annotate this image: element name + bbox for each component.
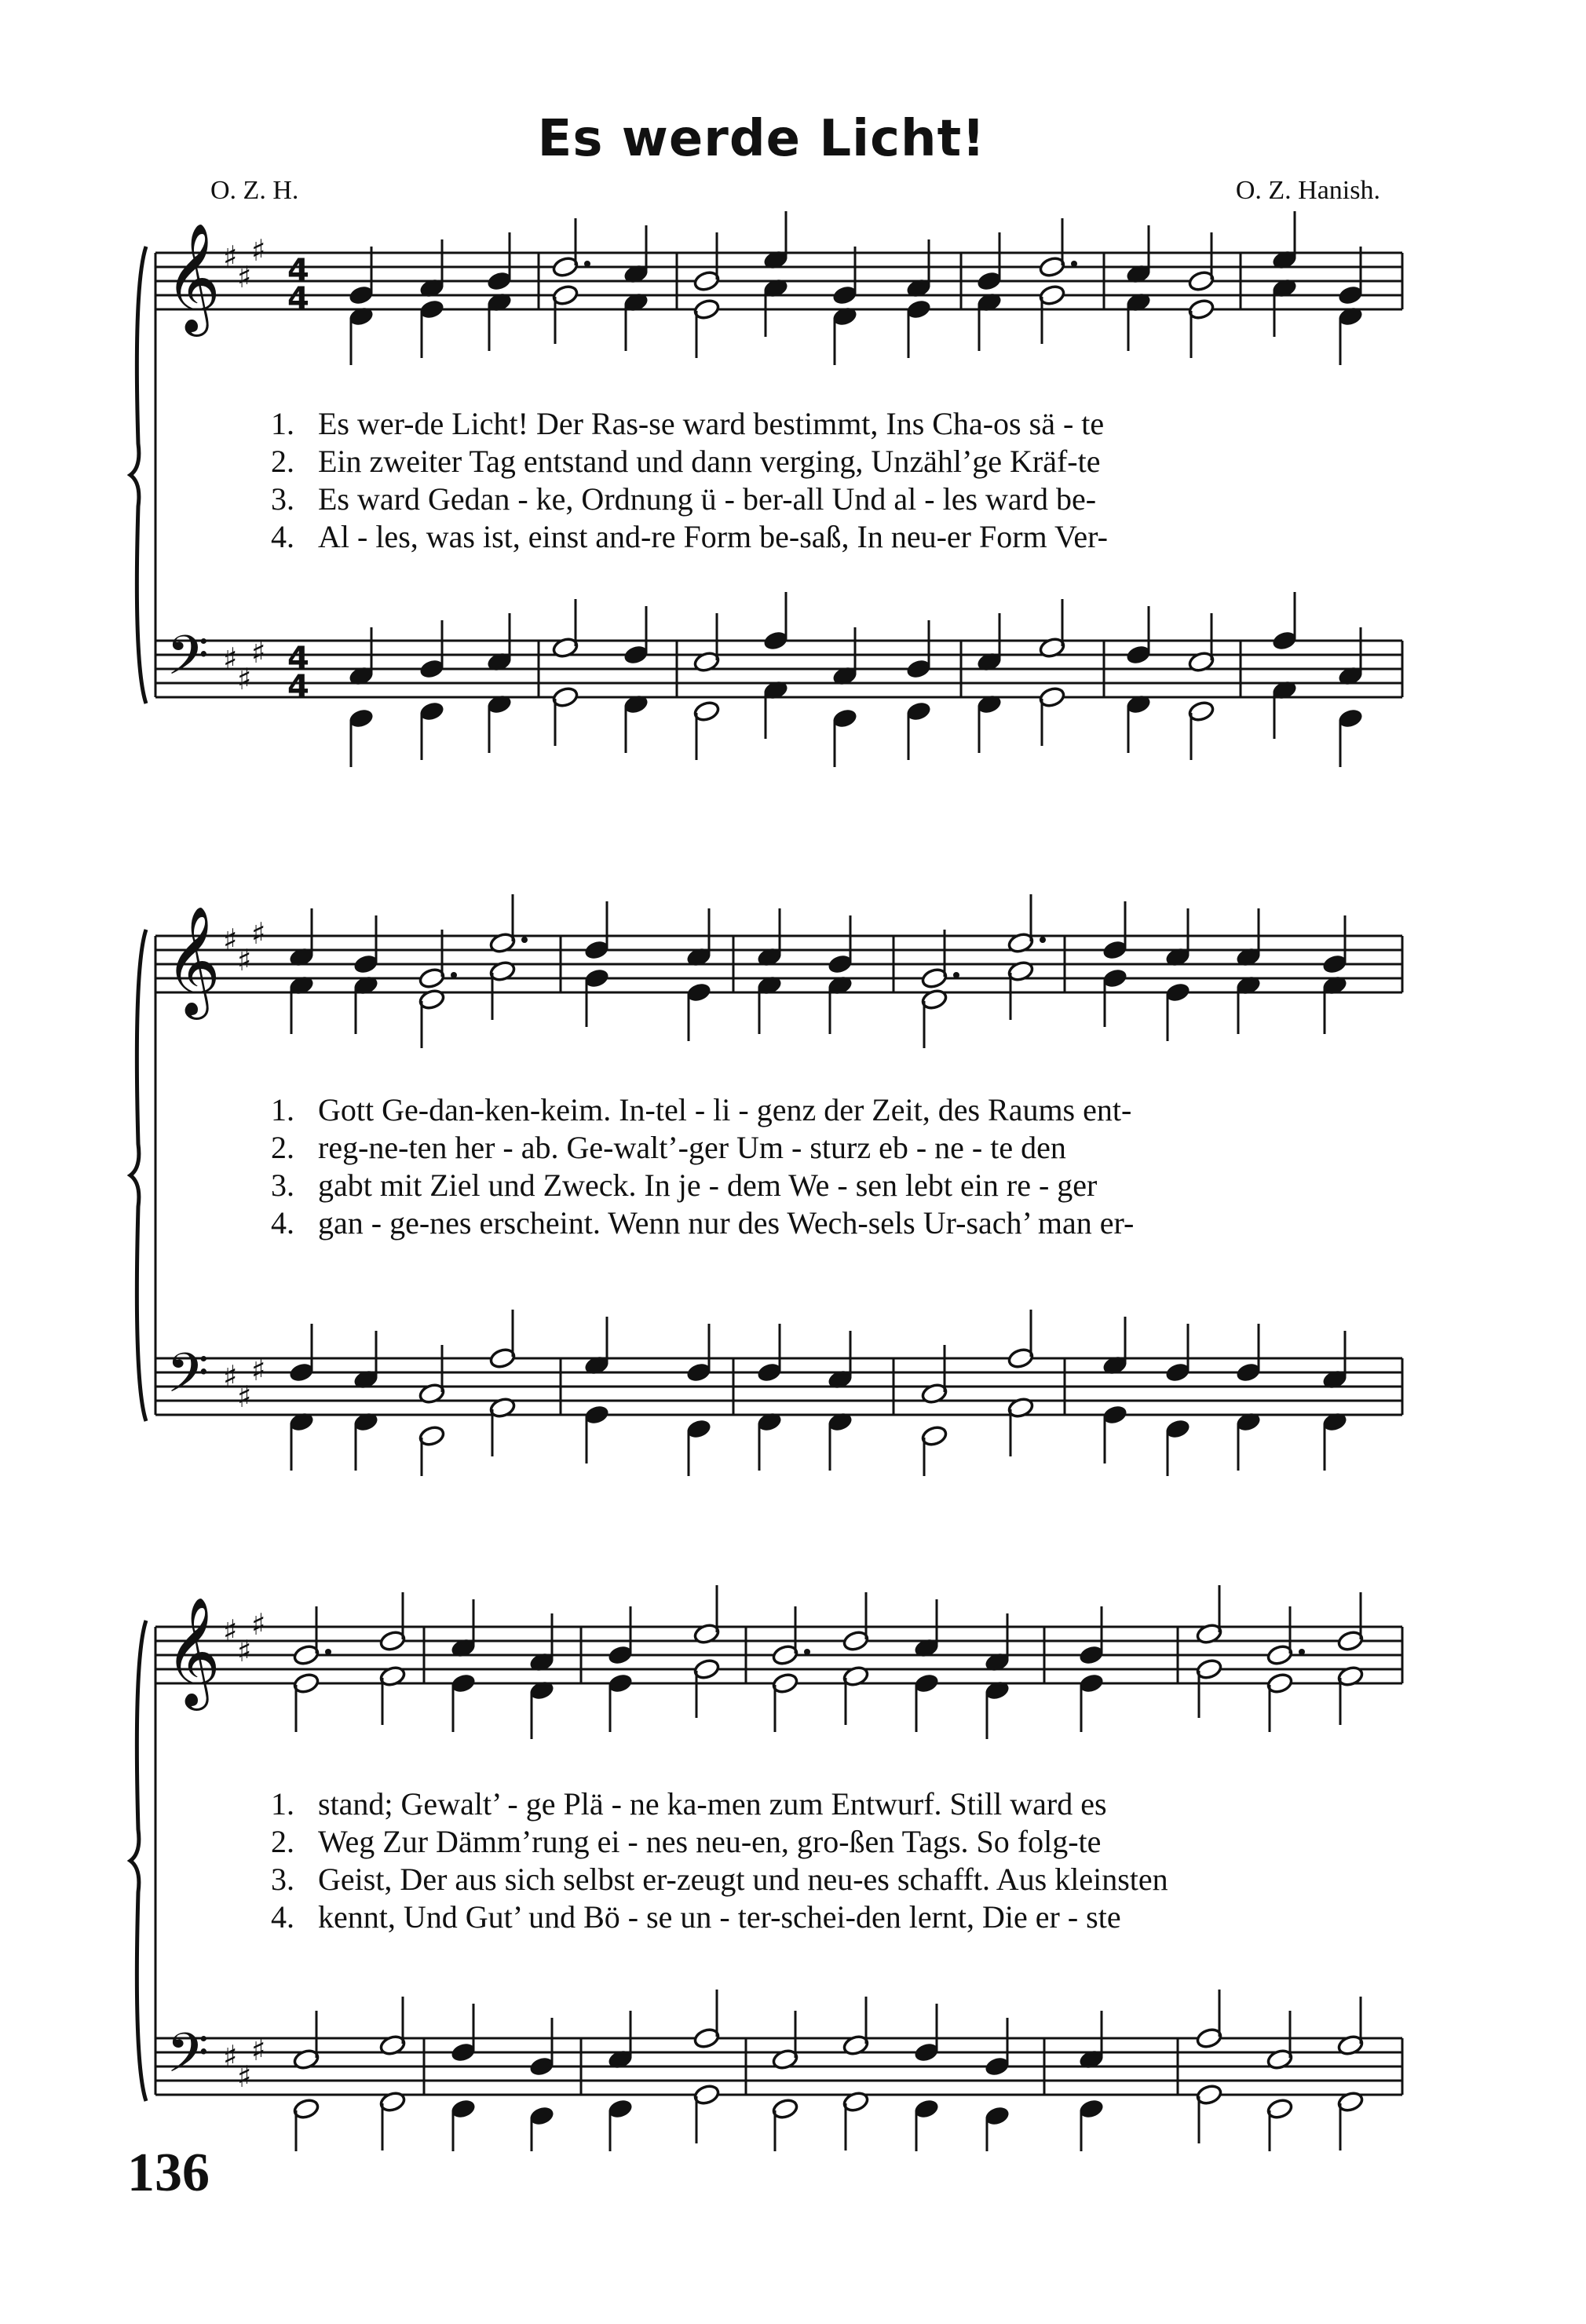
verse-text: stand; Gewalt’ - ge Plä - ne ka-men zum Entwurf. Still ward es: [318, 1786, 1107, 1822]
system-brace: [130, 1621, 146, 2101]
verse-number: 1.: [271, 406, 294, 441]
sharp-icon: ♯: [237, 1634, 252, 1668]
sharp-icon: ♯: [223, 1359, 238, 1394]
lyricist-credit: O. Z. H.: [210, 176, 299, 205]
sharp-icon: ♯: [251, 1353, 266, 1387]
time-signature-digit: 4: [287, 253, 309, 289]
lyric-line: [271, 1091, 1417, 1129]
sharp-icon: ♯: [251, 916, 266, 951]
sharp-icon: ♯: [237, 260, 252, 294]
lyric-line: [271, 1167, 1417, 1204]
sharp-icon: ♯: [223, 923, 238, 957]
verse-text: kennt, Und Gut’ und Bö - se un - ter-schei-den lernt, Die er - ste: [318, 1899, 1121, 1935]
sharp-icon: ♯: [223, 2039, 238, 2074]
verse-text: Geist, Der aus sich selbst er-zeugt und neu-es schafft. Aus kleinsten: [318, 1862, 1168, 1897]
treble-clef-icon: 𝄞: [165, 223, 221, 332]
augmentation-dot: [1040, 937, 1046, 943]
time-signature-digit: 4: [287, 281, 309, 317]
verse-number: 2.: [271, 1824, 294, 1859]
lyric-line: [271, 1898, 1417, 1936]
sharp-icon: ♯: [223, 641, 238, 676]
bass-clef-icon: 𝄢: [166, 1341, 210, 1418]
verse-number: 4.: [271, 1205, 294, 1241]
bass-clef-icon: 𝄢: [166, 2021, 210, 2098]
sharp-icon: ♯: [237, 2059, 252, 2094]
verse-text: Weg Zur Dämm’rung ei - nes neu-en, gro-ßen Tags. So folg-te: [318, 1824, 1102, 1859]
lyric-line: [271, 1204, 1417, 1242]
verse-number: 3.: [271, 481, 294, 517]
verse-number: 4.: [271, 1899, 294, 1935]
time-signature-digit: 4: [287, 641, 309, 677]
time-signature-digit: 4: [287, 669, 309, 705]
verse-number: 2.: [271, 1130, 294, 1165]
augmentation-dot: [953, 972, 959, 978]
sharp-icon: ♯: [237, 943, 252, 977]
lyric-line: [271, 1785, 1417, 1823]
augmentation-dot: [521, 937, 528, 943]
verse-text: Es wer-de Licht! Der Ras-se ward bestimmt, Ins Cha-os sä - te: [318, 406, 1105, 441]
verse-text: Ein zweiter Tag entstand und dann verging, Unzähl’ge Kräf-te: [318, 444, 1101, 479]
verse-text: gan - ge-nes erscheint. Wenn nur des Wech-sels Ur-sach’ man er-: [318, 1205, 1135, 1241]
system-1-lyrics: [271, 405, 1417, 556]
verse-text: Es ward Gedan - ke, Ordnung ü - ber-all Und al - les ward be-: [318, 481, 1097, 517]
lyric-line: [271, 1129, 1417, 1167]
lyric-line: [271, 481, 1417, 518]
lyric-line: [271, 1823, 1417, 1861]
augmentation-dot: [584, 261, 590, 267]
verse-number: 1.: [271, 1092, 294, 1127]
verse-number: 1.: [271, 1786, 294, 1822]
verse-number: 2.: [271, 444, 294, 479]
lyric-line: [271, 518, 1417, 556]
lyric-line: [271, 405, 1417, 443]
augmentation-dot: [804, 1649, 810, 1655]
system-3-lyrics: [271, 1785, 1417, 1936]
verse-number: 3.: [271, 1167, 294, 1203]
sharp-icon: ♯: [223, 1613, 238, 1648]
augmentation-dot: [325, 1649, 331, 1655]
verse-text: Gott Ge-dan-ken-keim. In-tel - li - genz der Zeit, des Raums ent-: [318, 1092, 1132, 1127]
sharp-icon: ♯: [251, 1607, 266, 1642]
sharp-icon: ♯: [223, 239, 238, 274]
sharp-icon: ♯: [237, 1379, 252, 1414]
treble-clef-icon: 𝄞: [165, 1597, 221, 1706]
sharp-icon: ♯: [251, 2033, 266, 2067]
page-number: 136: [127, 2143, 210, 2203]
verse-number: 3.: [271, 1862, 294, 1897]
composer-credit: O. Z. Hanish.: [1235, 176, 1380, 205]
system-brace: [130, 247, 146, 703]
hymn-title: Es werde Licht!: [537, 110, 986, 168]
system-2-lyrics: [271, 1091, 1417, 1242]
verse-text: Al - les, was ist, einst and-re Form be-saß, In neu-er Form Ver-: [318, 519, 1108, 554]
verse-text: reg-ne-ten her - ab. Ge-walt’-ger Um - sturz eb - ne - te den: [318, 1130, 1066, 1165]
bass-clef-icon: 𝄢: [166, 623, 210, 700]
sharp-icon: ♯: [251, 635, 266, 670]
lyric-line: [271, 1861, 1417, 1898]
augmentation-dot: [1299, 1649, 1305, 1655]
system-1-music: [0, 0, 1586, 769]
treble-clef-icon: 𝄞: [165, 906, 221, 1015]
augmentation-dot: [1071, 261, 1077, 267]
system-brace: [130, 930, 146, 1421]
verse-text: gabt mit Ziel und Zweck. In je - dem We - sen lebt ein re - ger: [318, 1167, 1098, 1203]
sharp-icon: ♯: [237, 662, 252, 696]
augmentation-dot: [451, 972, 457, 978]
sharp-icon: ♯: [251, 233, 266, 268]
lyric-line: [271, 443, 1417, 481]
verse-number: 4.: [271, 519, 294, 554]
